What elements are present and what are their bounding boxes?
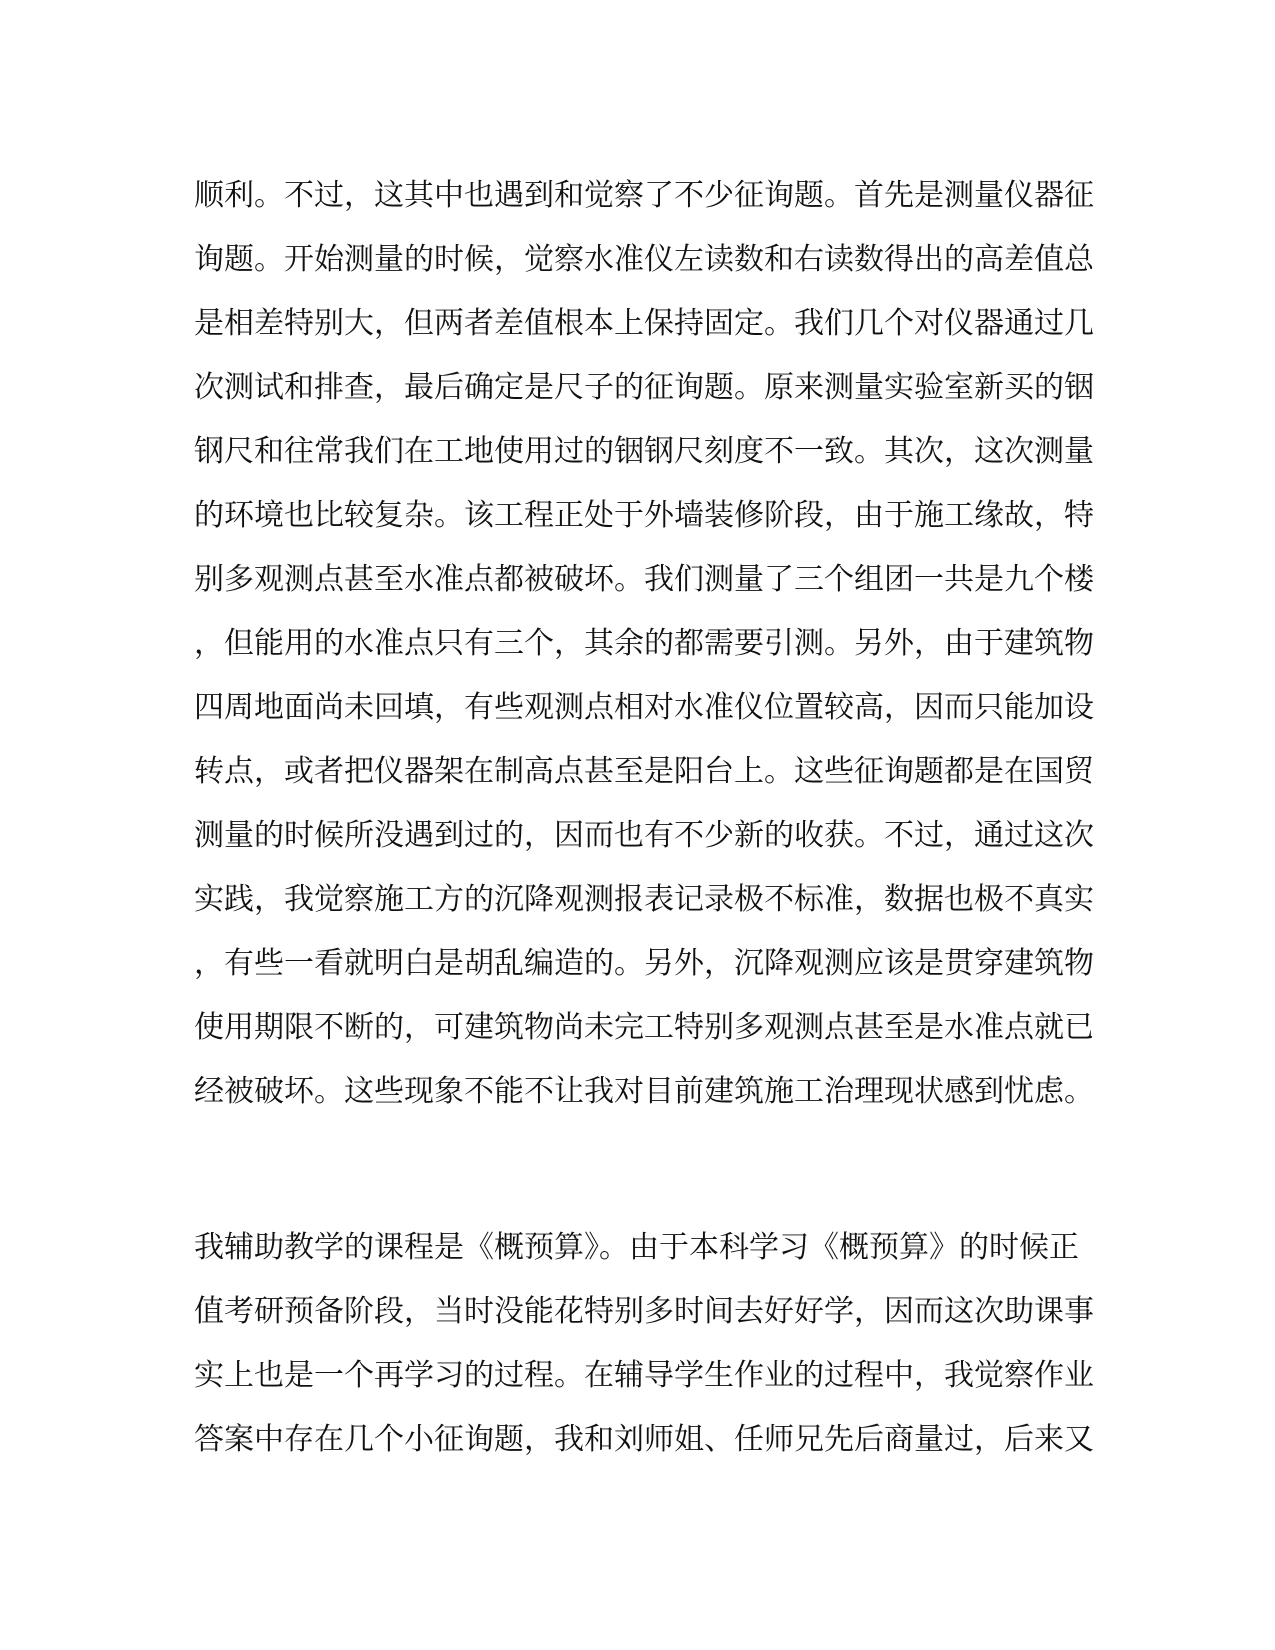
text-line: 次测试和排查，最后确定是尺子的征询题。原来测量实验室新买的铟	[194, 370, 1094, 405]
text-line: 是相差特别大，但两者差值根本上保持固定。我们几个对仪器通过几	[194, 306, 1094, 341]
text-line: ，有些一看就明白是胡乱编造的。另外，沉降观测应该是贯穿建筑物	[194, 946, 1094, 981]
text-line: 经被破坏。这些现象不能不让我对目前建筑施工治理现状感到忧虑。	[194, 1074, 1094, 1109]
paragraph-teaching-assistant	[194, 1216, 1094, 1472]
text-line: 实上也是一个再学习的过程。在辅导学生作业的过程中，我觉察作业	[194, 1358, 1094, 1393]
text-line: 使用期限不断的，可建筑物尚未完工特别多观测点甚至是水准点就已	[194, 1010, 1094, 1045]
text-line: 询题。开始测量的时候，觉察水准仪左读数和右读数得出的高差值总	[194, 242, 1094, 277]
text-line: 实践，我觉察施工方的沉降观测报表记录极不标准，数据也极不真实	[194, 882, 1094, 917]
text-line: ，但能用的水准点只有三个，其余的都需要引测。另外，由于建筑物	[194, 626, 1094, 661]
text-line: 值考研预备阶段，当时没能花特别多时间去好好学，因而这次助课事	[194, 1294, 1094, 1329]
text-line: 别多观测点甚至水准点都被破坏。我们测量了三个组团一共是九个楼	[194, 562, 1094, 597]
text-line: 答案中存在几个小征询题，我和刘师姐、任师兄先后商量过，后来又	[194, 1422, 1094, 1457]
text-line: 测量的时候所没遇到过的，因而也有不少新的收获。不过，通过这次	[194, 818, 1094, 853]
text-line: 的环境也比较复杂。该工程正处于外墙装修阶段，由于施工缘故，特	[194, 498, 1094, 533]
text-line: 钢尺和往常我们在工地使用过的铟钢尺刻度不一致。其次，这次测量	[194, 434, 1094, 469]
text-line: 顺利。不过，这其中也遇到和觉察了不少征询题。首先是测量仪器征	[194, 178, 1094, 213]
text-line: 我辅助教学的课程是《概预算》。由于本科学习《概预算》的时候正	[194, 1230, 1079, 1265]
text-line: 四周地面尚未回填，有些观测点相对水准仪位置较高，因而只能加设	[194, 690, 1094, 725]
paragraph-survey-issues	[194, 164, 1094, 1124]
text-line: 转点，或者把仪器架在制高点甚至是阳台上。这些征询题都是在国贸	[194, 754, 1094, 789]
